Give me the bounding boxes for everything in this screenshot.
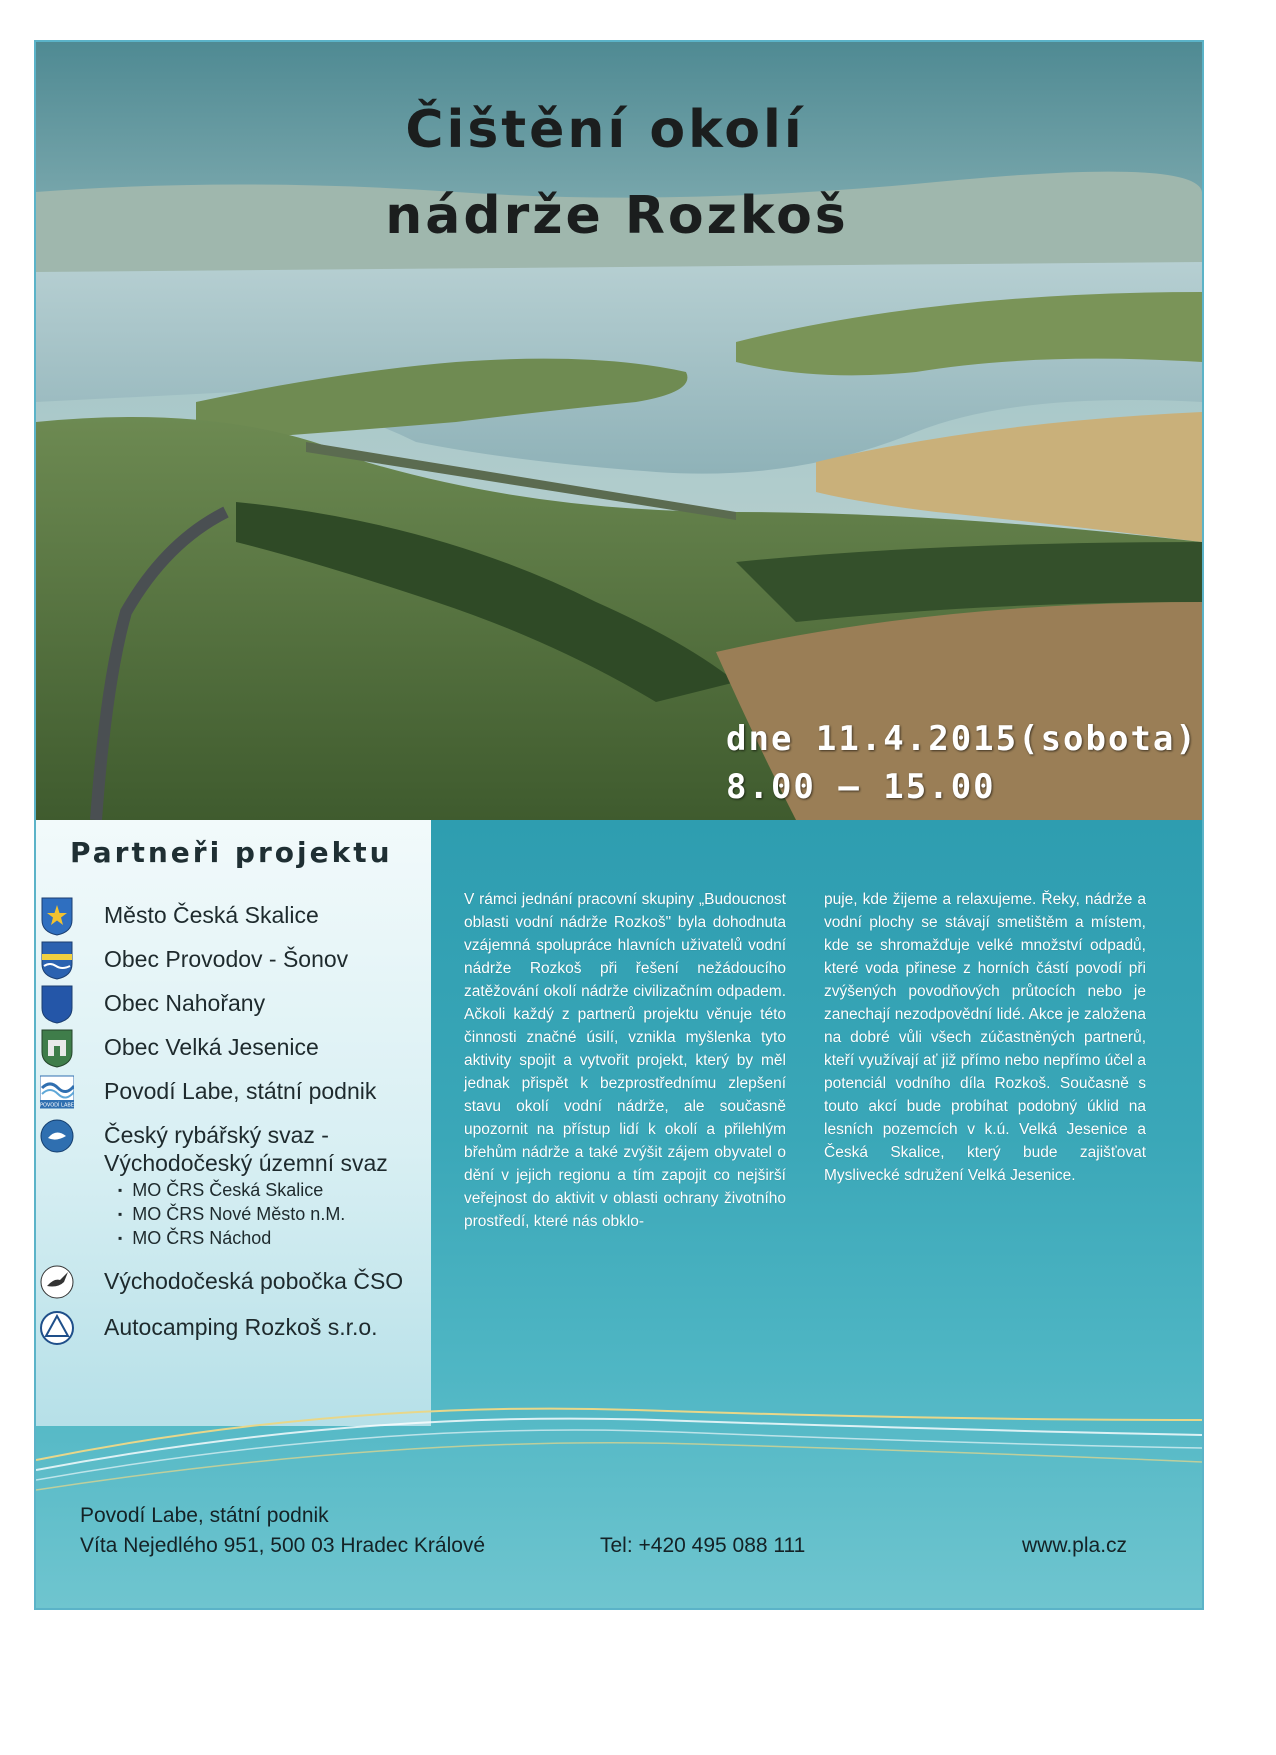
title-line-2: nádrže Rozkoš — [385, 186, 849, 246]
partner-name: Obec Provodov - Šonov — [104, 946, 349, 972]
decorative-wave — [36, 1380, 1202, 1500]
event-time: 8.00 – 15.00 — [726, 767, 996, 807]
city-coat-of-arms-icon — [40, 896, 74, 936]
poster — [34, 40, 1204, 1610]
bird-society-logo — [40, 1262, 74, 1302]
partner-item — [36, 1024, 431, 1068]
partner-item — [36, 892, 431, 936]
povodi-labe-logo — [40, 1072, 74, 1112]
sub-organization: ▪ MO ČRS Náchod — [118, 1228, 271, 1249]
footer-address: Víta Nejedlého 951, 500 03 Hradec Králové — [80, 1534, 486, 1557]
event-date: dne 11.4.2015(sobota) — [726, 719, 1198, 759]
title-line-1: Čištění okolí — [405, 100, 805, 160]
partner-item-continued — [36, 1140, 431, 1184]
partner-name: Autocamping Rozkoš s.r.o. — [104, 1314, 378, 1340]
partner-item — [36, 1304, 431, 1348]
project-description-column-1: V rámci jednání pracovní skupiny „Budoucnost oblasti vodní nádrže Rozkoš" byla dohodnuta vzájemná spolupráce hlavních uživatelů vodní nádrže Rozkoš při řešení nežádoucího zatěžování okolí nádrže civilizačním odpadem. Ačkoli každý z partnerů projektu věnuje této činnosti značné úsilí, vznikla myšlenka tyto aktivity spojit a vytvořit projekt, který by měl jednak přispět k bezprostřednímu zlepšení stavu okolí vodní nádrže, ale současně upozornit na přístup lidí k okolí a přilehlým břehům nádrže a také zvýšit zájem obyvatel o dění v jejich regionu a tím zapojit co nejširší veřejnost do aktivit v oblasti ochrany životního prostředí, které nás obklo- — [464, 891, 786, 1230]
partners-heading: Partneři projektu — [70, 836, 393, 869]
project-description-column-2: puje, kde žijeme a relaxujeme. Řeky, nádrže a vodní plochy se stávají smetištěm a místem, kde se shromažďuje velké množství odpadů, které voda přinese z horních částí povodí při zvýšených povodňových průtocích nebo je zanechají nezodpovědní lidé. Akce je založena na dobré vůli všech zúčastněných partnerů, kteří využívají ať již přímo nebo nepřímo účel a potenciál vodního díla Rozkoš. Současně s touto akcí bude probíhat podobný úklid na lesních pozemcích v k.ú. Velká Jesenice a Česká Skalice, který bude zajišťovat Myslivecké sdružení Velká Jesenice. — [824, 891, 1146, 1184]
partner-name: Město Česká Skalice — [104, 902, 319, 928]
partner-name: Obec Nahořany — [104, 990, 266, 1016]
partner-name: Východočeská pobočka ČSO — [104, 1268, 404, 1294]
village-shield-icon — [40, 984, 74, 1024]
sub-organization: ▪ MO ČRS Nové Město n.M. — [118, 1204, 345, 1225]
autocamping-logo — [40, 1308, 74, 1348]
partner-item — [36, 936, 431, 980]
partners-panel — [36, 820, 431, 1426]
partner-name: Povodí Labe, státní podnik — [104, 1078, 377, 1104]
partner-name: Český rybářský svaz - — [104, 1122, 329, 1148]
partner-name: Východočeský územní svaz — [104, 1150, 388, 1176]
info-section — [36, 820, 1202, 1608]
village-coat-of-arms-icon — [40, 940, 74, 980]
aerial-photo — [36, 42, 1202, 820]
partner-name: Obec Velká Jesenice — [104, 1034, 319, 1060]
povodi-logo-text: POVODÍ LABE — [40, 1102, 74, 1109]
footer-website-link[interactable]: www.pla.cz — [1022, 1534, 1128, 1557]
footer-phone: Tel: +420 495 088 111 — [600, 1534, 806, 1557]
partner-item — [36, 980, 431, 1024]
village-castle-coat-of-arms-icon — [40, 1028, 74, 1068]
partner-item — [36, 1068, 431, 1112]
footer-organization: Povodí Labe, státní podnik — [80, 1504, 329, 1527]
footer — [36, 1498, 1202, 1608]
sub-organization: ▪ MO ČRS Česká Skalice — [118, 1180, 323, 1201]
partner-item — [36, 1258, 431, 1302]
